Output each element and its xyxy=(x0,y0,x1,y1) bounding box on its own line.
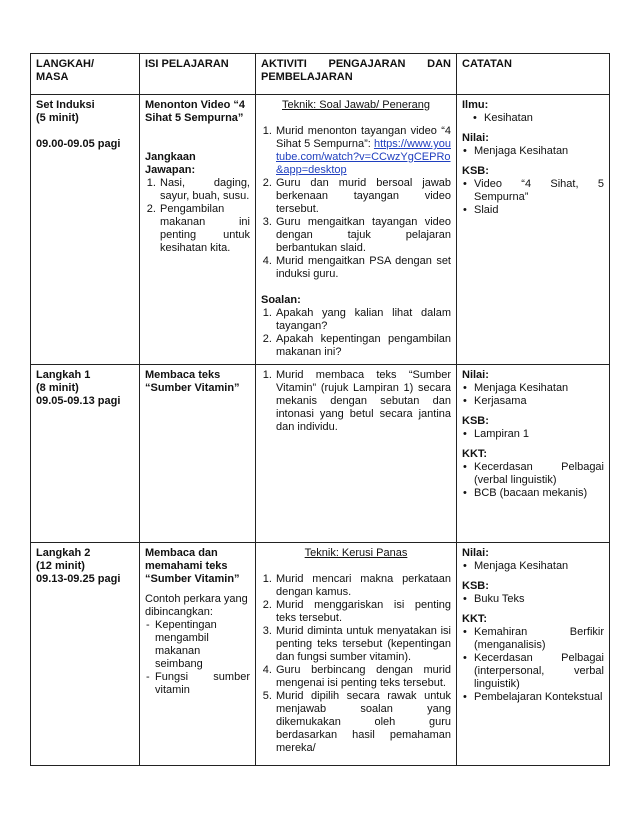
header-aktiviti-word3: DAN xyxy=(427,58,451,70)
isi-list xyxy=(145,619,250,697)
list-item: 2. Guru dan murid bersoal jawab berkenaan tayangan video tersebut. xyxy=(275,177,451,216)
list-item: • Kerjasama xyxy=(474,395,604,408)
header-langkah-masa xyxy=(31,54,140,95)
list-item: 1. Nasi, daging, sayur, buah, susu. xyxy=(159,177,250,203)
aktiviti-cell xyxy=(256,543,457,766)
header-catatan-label: CATATAN xyxy=(462,58,512,70)
list-item: • BCB (bacaan mekanis) xyxy=(474,487,604,500)
list-item: 1. Murid mencari makna perkataan dengan kamus. xyxy=(275,573,451,599)
aktiviti-teknik: Teknik: Kerusi Panas xyxy=(304,547,408,559)
list-item: 4. Murid mengaitkan PSA dengan set induksi guru. xyxy=(275,255,451,281)
ksb-label: KSB: xyxy=(462,165,489,177)
langkah-name: Langkah 1 xyxy=(36,369,91,381)
nilai-label: Nilai: xyxy=(462,132,489,144)
isi-subtitle: Jangkaan xyxy=(145,151,196,163)
soalan-list xyxy=(261,307,451,359)
list-item: • Kemahiran Berfikir (menganalisis) xyxy=(474,626,604,652)
table-row-langkah-2 xyxy=(31,543,610,766)
nilai-label: Nilai: xyxy=(462,369,489,381)
nilai-label: Nilai: xyxy=(462,547,489,559)
isi-title: Menonton Video “4 xyxy=(145,99,246,111)
header-aktiviti-line2: PEMBELAJARAN xyxy=(261,71,353,83)
nilai-list xyxy=(462,560,604,573)
list-item: • Kecerdasan Pelbagai (verbal linguistik) xyxy=(474,461,604,487)
list-item: 2. Murid menggariskan isi penting teks tersebut. xyxy=(275,599,451,625)
langkah-name: Set Induksi xyxy=(36,99,95,111)
langkah-masa: 09.05-09.13 pagi xyxy=(36,395,121,407)
isi-cell xyxy=(140,365,256,543)
header-langkah: LANGKAH/ xyxy=(36,58,95,70)
kkt-list xyxy=(462,461,604,500)
catatan-cell xyxy=(457,543,610,766)
header-aktiviti xyxy=(256,54,457,95)
nilai-list xyxy=(462,382,604,408)
kkt-label: KKT: xyxy=(462,448,488,460)
step-text: Murid menonton tayangan video “4 Sihat 5 Sempurna”: xyxy=(276,125,451,150)
list-item: 4. Guru berbincang dengan murid mengenai isi penting teks tersebut. xyxy=(275,664,451,690)
list-item: 2. Apakah kepentingan pengambilan makanan ini? xyxy=(275,333,451,359)
list-item: 2. Pengambilan makanan ini penting untuk kesihatan kita. xyxy=(159,203,250,255)
list-item: • Kesihatan xyxy=(484,112,604,125)
jangkaan-list xyxy=(145,177,250,255)
table-row-langkah-1 xyxy=(31,365,610,543)
langkah-masa: 09.00-09.05 pagi xyxy=(36,138,121,150)
isi-title: Membaca teks xyxy=(145,369,221,381)
aktiviti-steps xyxy=(261,369,451,434)
isi-title-2: memahami teks xyxy=(145,560,228,572)
list-item: • Kecerdasan Pelbagai (interpersonal, verbal linguistik) xyxy=(474,652,604,691)
langkah-cell xyxy=(31,543,140,766)
header-aktiviti-word1: AKTIVITI xyxy=(261,58,307,70)
isi-subtitle: Contoh perkara yang dibincangkan: xyxy=(145,593,248,618)
isi-title-2: “Sumber Vitamin” xyxy=(145,382,240,394)
langkah-name: Langkah 2 xyxy=(36,547,91,559)
ksb-list xyxy=(462,178,604,217)
table-row-set-induksi xyxy=(31,95,610,365)
nilai-list xyxy=(462,145,604,158)
langkah-cell xyxy=(31,365,140,543)
langkah-masa: 09.13-09.25 pagi xyxy=(36,573,121,585)
header-row xyxy=(31,54,610,95)
isi-title: Membaca dan xyxy=(145,547,218,559)
list-item xyxy=(275,125,451,177)
catatan-cell xyxy=(457,95,610,365)
isi-title-3: “Sumber Vitamin” xyxy=(145,573,240,585)
lesson-plan-table xyxy=(30,53,610,766)
langkah-minit: (5 minit) xyxy=(36,112,79,124)
kkt-list xyxy=(462,626,604,704)
list-item: • Menjaga Kesihatan xyxy=(474,145,604,158)
header-aktiviti-line1 xyxy=(261,58,451,71)
list-item: • Video “4 Sihat, 5 Sempurna” xyxy=(474,178,604,204)
list-item: 3. Guru mengaitkan tayangan video dengan tajuk pelajaran berbantukan slaid. xyxy=(275,216,451,255)
header-aktiviti-word2: PENGAJARAN xyxy=(328,58,406,70)
aktiviti-steps xyxy=(261,125,451,281)
isi-title-2: Sihat 5 Sempurna” xyxy=(145,112,244,124)
catatan-cell xyxy=(457,365,610,543)
aktiviti-cell xyxy=(256,95,457,365)
ksb-list xyxy=(462,593,604,606)
header-isi-pelajaran xyxy=(140,54,256,95)
list-item: 5. Murid dipilih secara rawak untuk menjawab soalan yang dikemukakan oleh guru berdasarkan hasil pemahaman mereka/ xyxy=(275,690,451,755)
kkt-label: KKT: xyxy=(462,613,488,625)
aktiviti-cell xyxy=(256,365,457,543)
isi-subtitle-2: Jawapan: xyxy=(145,164,196,176)
list-item: • Buku Teks xyxy=(474,593,604,606)
ksb-list xyxy=(462,428,604,441)
list-item: 1. Apakah yang kalian lihat dalam tayangan? xyxy=(275,307,451,333)
header-isi-label: ISI PELAJARAN xyxy=(145,58,229,70)
aktiviti-teknik: Teknik: Soal Jawab/ Penerang xyxy=(282,99,430,111)
langkah-minit: (8 minit) xyxy=(36,382,79,394)
header-catatan xyxy=(457,54,610,95)
ksb-label: KSB: xyxy=(462,415,489,427)
list-item: 3. Murid diminta untuk menyatakan isi penting teks tersebut (kepentingan dan fungsi sumber vitamin). xyxy=(275,625,451,664)
list-item: - Fungsi sumber vitamin xyxy=(155,671,250,697)
list-item: • Menjaga Kesihatan xyxy=(474,560,604,573)
langkah-cell xyxy=(31,95,140,365)
list-item: - Kepentingan mengambil makanan seimbang xyxy=(155,619,250,671)
isi-cell xyxy=(140,95,256,365)
langkah-minit: (12 minit) xyxy=(36,560,85,572)
aktiviti-steps xyxy=(261,573,451,755)
soalan-label: Soalan: xyxy=(261,294,301,306)
list-item: • Lampiran 1 xyxy=(474,428,604,441)
list-item: • Menjaga Kesihatan xyxy=(474,382,604,395)
ilmu-label: Ilmu: xyxy=(462,99,489,111)
list-item: • Slaid xyxy=(474,204,604,217)
isi-cell xyxy=(140,543,256,766)
ksb-label: KSB: xyxy=(462,580,489,592)
list-item: • Pembelajaran Kontekstual xyxy=(474,691,604,704)
header-masa: MASA xyxy=(36,71,69,83)
video-link[interactable]: https://www.youtube.com/watch?v=CCwzYgCEPRo&app=desktop xyxy=(276,138,451,176)
list-item: 1. Murid membaca teks “Sumber Vitamin” (rujuk Lampiran 1) secara mekanis dengan sebutan dan intonasi yang betul secara jantina dan individu. xyxy=(275,369,451,434)
ilmu-list xyxy=(462,112,604,125)
